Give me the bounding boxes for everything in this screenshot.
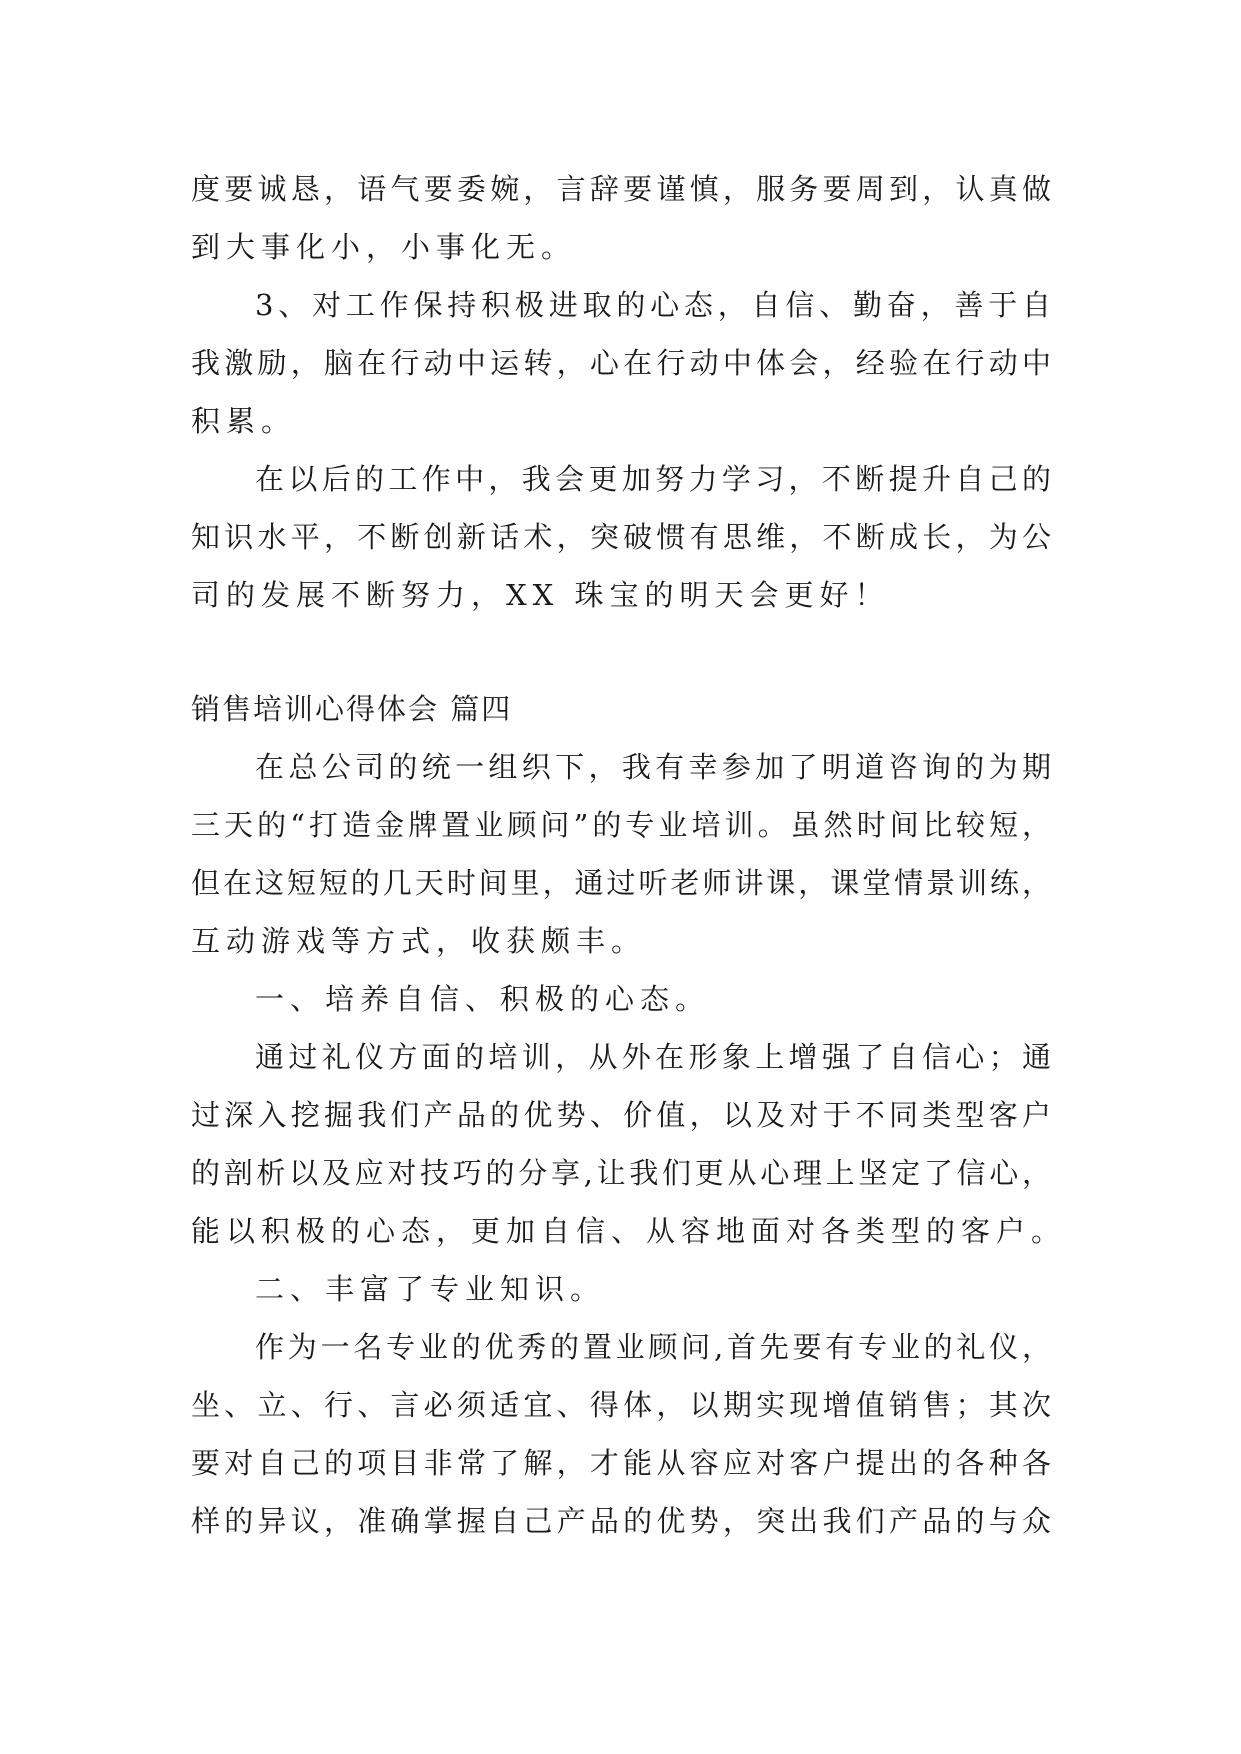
- text-line: 知识水平，不断创新话术，突破惯有思维，不断成长，为公: [191, 520, 1051, 554]
- text-line: 互动游戏等方式，收获颇丰。: [191, 924, 647, 958]
- section-heading: 销售培训心得体会 篇四: [191, 692, 513, 726]
- paragraph-confidence: [191, 1028, 1067, 1260]
- text-line: 到大事化小，小事化无。: [191, 230, 577, 264]
- text-line: 能以积极的心态，更加自信、从容地面对各类型的客户。: [191, 1214, 1067, 1248]
- text-line: 通过礼仪方面的培训，从外在形象上增强了自信心；通: [255, 1040, 1051, 1074]
- text-line: 过深入挖掘我们产品的优势、价值，以及对于不同类型客户: [191, 1098, 1051, 1132]
- text-line: 要对自己的项目非常了解，才能从容应对客户提出的各种各: [191, 1446, 1051, 1480]
- text-line: 我激励，脑在行动中运转，心在行动中体会，经验在行动中: [191, 346, 1051, 380]
- text-line: 三天的“打造金牌置业顾问”的专业培训。虽然时间比较短，: [191, 808, 1051, 842]
- paragraph-professional-knowledge: [191, 1318, 1051, 1550]
- document-page: [191, 160, 1067, 1550]
- text-line: 作为一名专业的优秀的置业顾问,首先要有专业的礼仪，: [255, 1330, 1051, 1364]
- text-line: 度要诚恳，语气要委婉，言辞要谨慎，服务要周到，认真做: [191, 172, 1051, 206]
- text-line: 积累。: [191, 404, 297, 438]
- text-line: 司的发展不断努力，XX 珠宝的明天会更好！: [191, 578, 890, 612]
- text-line: 但在这短短的几天时间里，通过听老师讲课，课堂情景训练，: [191, 866, 1051, 900]
- text-line: 坐、立、行、言必须适宜、得体，以期实现增值销售；其次: [191, 1388, 1051, 1422]
- paragraph-future-work: [191, 450, 1051, 624]
- text-line: 在以后的工作中，我会更加努力学习，不断提升自己的: [255, 462, 1051, 496]
- text-line: 3、对工作保持积极进取的心态，自信、勤奋，善于自: [255, 288, 1051, 322]
- text-line: 样的异议，准确掌握自己产品的优势，突出我们产品的与众: [191, 1504, 1051, 1538]
- text-line: 在总公司的统一组织下，我有幸参加了明道咨询的为期: [255, 750, 1051, 784]
- text-line: 的剖析以及应对技巧的分享,让我们更从心理上坚定了信心，: [191, 1156, 1051, 1190]
- paragraph-training-intro: [191, 738, 1051, 970]
- subheading-point-1: 一、培养自信、积极的心态。: [255, 982, 711, 1016]
- subheading-point-2: 二、丰富了专业知识。: [255, 1272, 606, 1306]
- paragraph-service-attitude: [191, 160, 1051, 276]
- paragraph-point-3: [191, 276, 1051, 450]
- section-spacer: [191, 624, 1051, 680]
